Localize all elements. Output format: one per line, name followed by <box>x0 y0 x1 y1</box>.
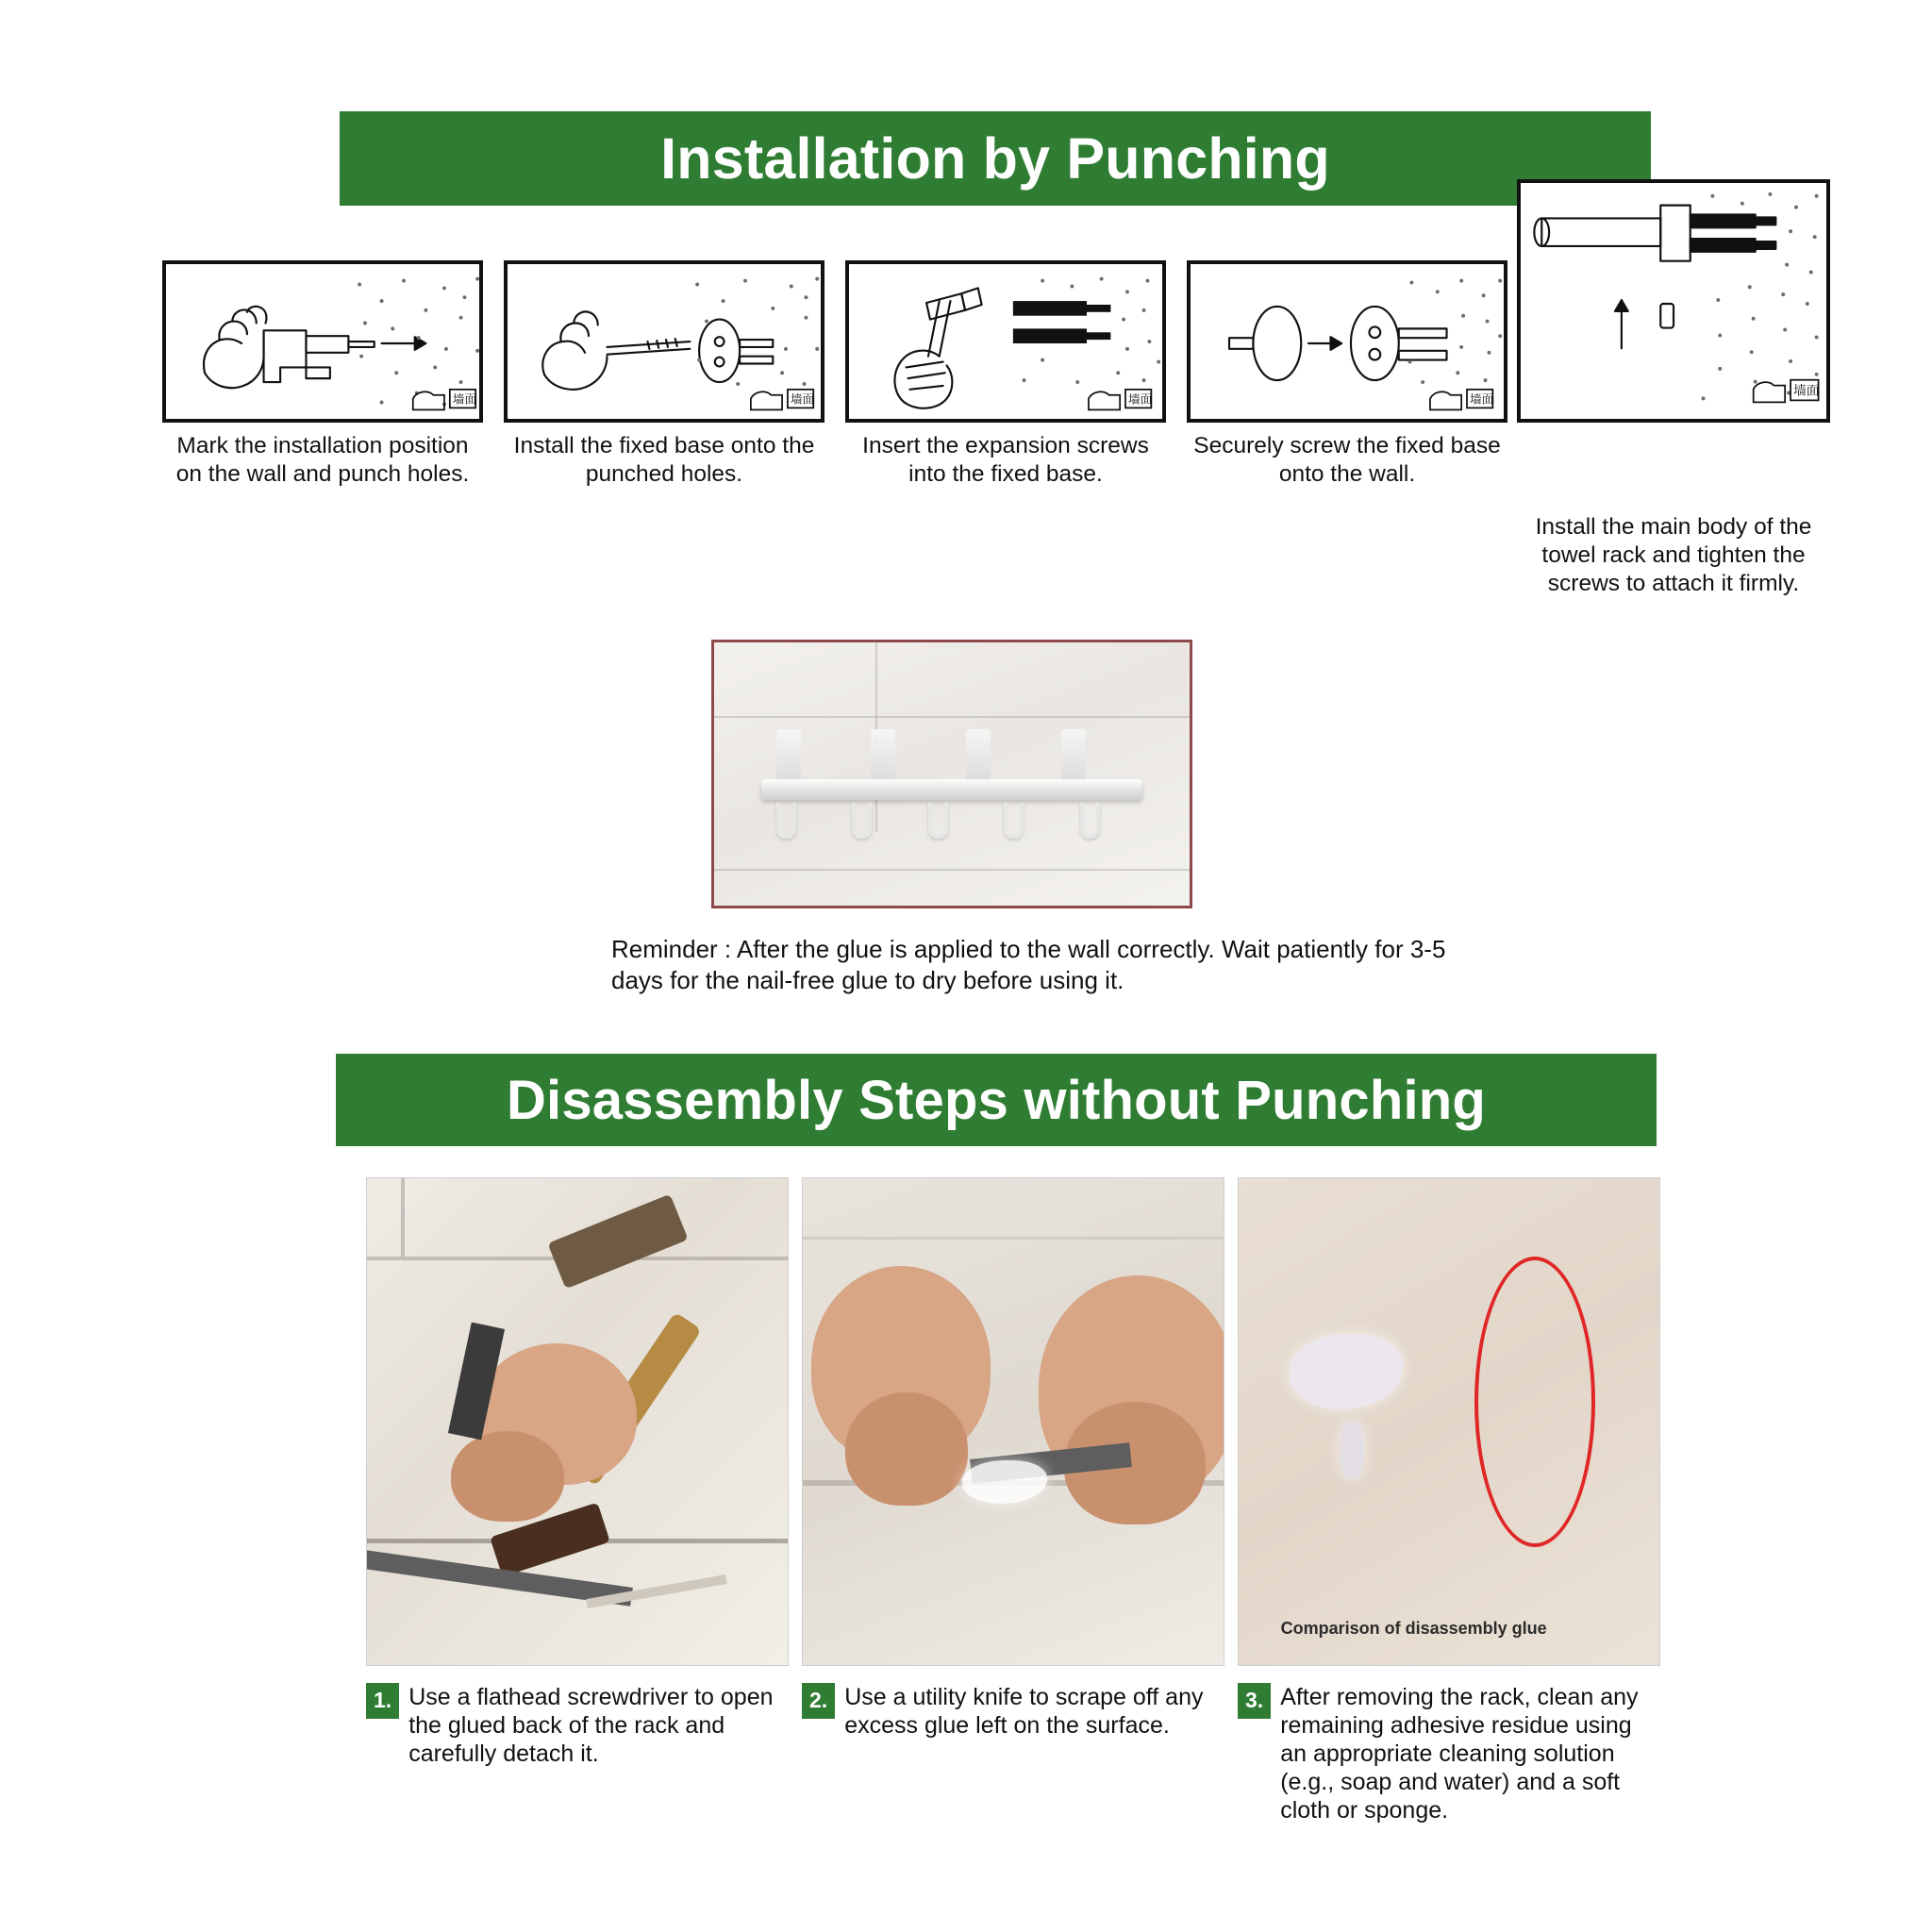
punching-step-2-caption: Install the fixed base onto the punched holes. <box>513 433 815 487</box>
reminder-text: Reminder : After the glue is applied to the wall correctly. Wait patiently for 3-5 days for the nail-free glue to dry before using it. <box>611 935 1446 995</box>
punching-step-4 <box>1187 260 1507 489</box>
punching-step-3 <box>845 260 1166 489</box>
wall-label-5: 墙面 <box>1793 383 1820 399</box>
punching-step-1-caption: Mark the installation position on the wall and punch holes. <box>175 433 470 487</box>
disassembly-step-1-caption-row <box>366 1683 789 1768</box>
disassembly-step-2-number: 2. <box>802 1683 835 1719</box>
screw-base-illustration <box>1187 260 1507 423</box>
screw-base-icon <box>1191 264 1507 423</box>
hammer-screws-icon <box>849 264 1166 423</box>
disassembly-step-3-caption-row <box>1238 1683 1660 1824</box>
drill-icon <box>166 264 483 423</box>
disassembly-step-2-caption-row <box>802 1683 1224 1740</box>
mount-body-illustration <box>1517 179 1830 423</box>
photo-inset-label: Comparison of disassembly glue <box>1280 1619 1547 1638</box>
mount-body-icon <box>1521 183 1830 423</box>
utility-knife-scrape-photo <box>802 1177 1224 1666</box>
adhesive-residue-photo <box>1238 1177 1660 1666</box>
disassembly-step-1-number: 1. <box>366 1683 399 1719</box>
disassembly-step-2-caption: Use a utility knife to scrape off any excess glue left on the surface. <box>844 1684 1204 1739</box>
wall-label-1: 墙面 <box>452 391 477 407</box>
punching-step-2 <box>504 260 824 489</box>
disassembly-step-1-caption: Use a flathead screwdriver to open the glued back of the rack and carefully detach it. <box>408 1684 774 1767</box>
installed-towel-rack-photo <box>711 640 1192 908</box>
section-header-installation-label: Installation by Punching <box>660 126 1330 191</box>
anchor-insert-illustration <box>504 260 824 423</box>
drill-illustration <box>162 260 483 423</box>
punching-step-4-caption: Securely screw the fixed base onto the wall. <box>1193 433 1501 487</box>
punching-step-1 <box>162 260 483 489</box>
hammer-screws-illustration <box>845 260 1166 423</box>
punching-step-5 <box>1517 179 1830 598</box>
section-header-disassembly-label: Disassembly Steps without Punching <box>506 1069 1487 1131</box>
disassembly-step-3-number: 3. <box>1238 1683 1271 1719</box>
flathead-screwdriver-photo <box>366 1177 789 1666</box>
wall-label-2: 墙面 <box>790 391 815 407</box>
wall-label-4: 墙面 <box>1469 391 1494 407</box>
disassembly-step-3 <box>1238 1177 1660 1824</box>
disassembly-step-2 <box>802 1177 1224 1740</box>
section-header-disassembly <box>336 1054 1657 1146</box>
section-header-installation <box>340 111 1651 206</box>
punching-step-3-caption: Insert the expansion screws into the fixed base. <box>862 433 1149 487</box>
wall-label-3: 墙面 <box>1127 391 1153 407</box>
anchor-insert-icon <box>508 264 824 423</box>
highlight-ellipse <box>1474 1257 1595 1547</box>
disassembly-step-3-caption: After removing the rack, clean any remaining adhesive residue using an appropriate cleaning solution (e.g., soap and water) and a soft cloth or sponge. <box>1280 1684 1639 1824</box>
disassembly-step-1 <box>366 1177 789 1768</box>
punching-step-5-caption: Install the main body of the towel rack and tighten the screws to attach it firmly. <box>1535 514 1812 596</box>
